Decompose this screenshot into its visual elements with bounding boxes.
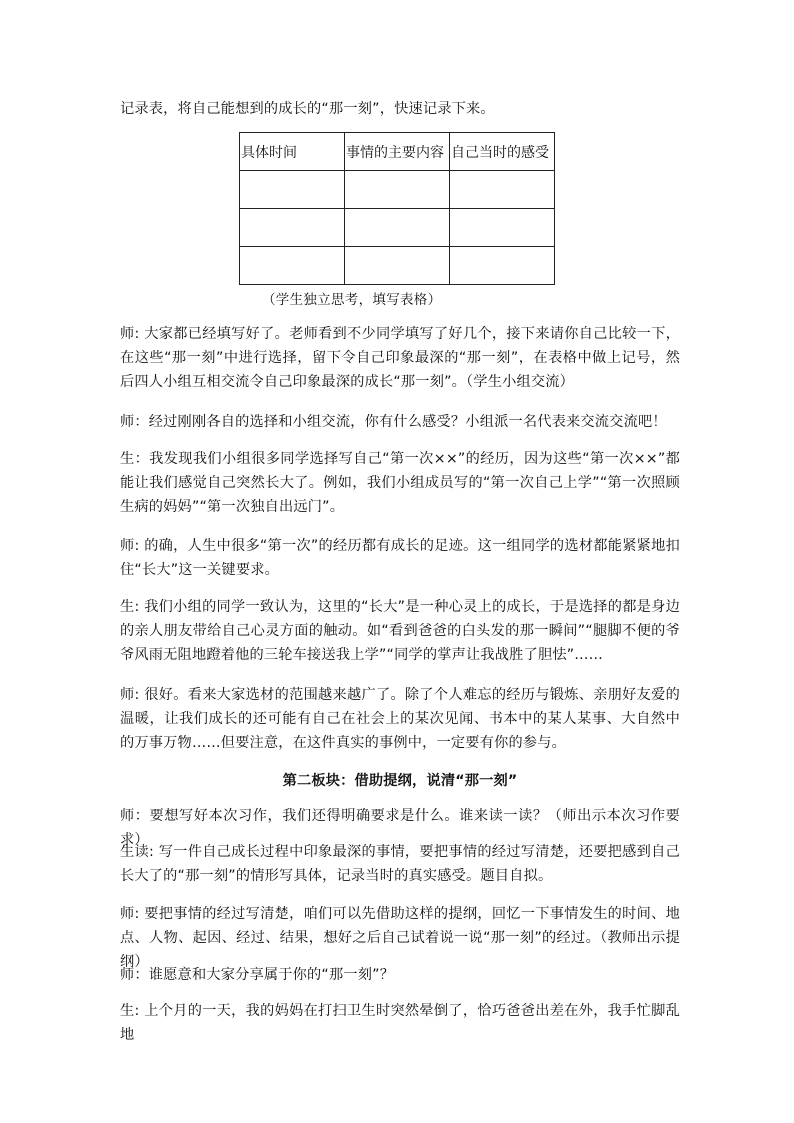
table-header-feeling: 自己当时的感受 bbox=[450, 133, 555, 171]
table-cell bbox=[240, 171, 345, 209]
paragraph: 生: 上个月的一天，我的妈妈在打扫卫生时突然晕倒了，恰巧爸爸出差在外，我手忙脚乱地 bbox=[120, 1003, 680, 1043]
table-row bbox=[240, 171, 555, 209]
paragraph: 师：谁愿意和大家分享属于你的“那一刻”？ bbox=[120, 967, 395, 983]
table-cell bbox=[240, 209, 345, 247]
paragraph: 生：我发现我们小组很多同学选择写自己“第一次××”的经历，因为这些“第一次××”都能让我们感觉自己突然长大了。例如，我们小组成员写的“第一次自己上学”“第一次照顾生病的妈妈”“第一次独自出远门”。 bbox=[120, 451, 680, 515]
table-cell bbox=[345, 247, 450, 285]
paragraph: 师：经过刚刚各自的选择和小组交流，你有什么感受？小组派一名代表来交流交流吧！ bbox=[120, 414, 667, 430]
paragraph: 师: 要把事情的经过写清楚，咱们可以先借助这样的提纲，回忆一下事情发生的时间、地点、人物、起因、经过、结果，想好之后自己试着说一说“那一刻”的经过。（教师出示提纲） bbox=[120, 906, 680, 970]
paragraph: 生读: 写一件自己成长过程中印象最深的事情，要把事情的经过写清楚，还要把感到自己长大了的“那一刻”的情形写具体，记录当时的真实感受。题目自拟。 bbox=[120, 844, 680, 884]
section-title: 第二板块：借助提纲，说清“那一刻” bbox=[282, 773, 518, 789]
paragraph: 师: 大家都已经填写好了。老师看到不少同学填写了好几个，接下来请你自己比较一下，在这些“那一刻”中进行选择，留下令自己印象最深的“那一刻”，在表格中做上记号，然后四人小组互相交流令自己印象最深的成长“那一刻”。（学生小组交流） bbox=[120, 326, 680, 390]
table-row bbox=[240, 209, 555, 247]
paragraph: 师：要想写好本次习作，我们还得明确要求是什么。谁来读一读？（师出示本次习作要求） bbox=[120, 808, 680, 848]
table-header-time: 具体时间 bbox=[240, 133, 345, 171]
intro-text: 记录表，将自己能想到的成长的“那一刻”，快速记录下来。 bbox=[120, 101, 495, 117]
table-header-content: 事情的主要内容 bbox=[345, 133, 450, 171]
paragraph: 师: 很好。看来大家选材的范围越来越广了。除了个人难忘的经历与锻炼、亲朋好友爱的温暖，让我们成长的还可能有自己在社会上的某次见闻、书本中的某人某事、大自然中的万事万物……但要注意，在这件真实的事例中，一定要有你的参与。 bbox=[120, 687, 680, 751]
table-cell bbox=[345, 171, 450, 209]
paragraph: 师: 的确，人生中很多“第一次”的经历都有成长的足迹。这一组同学的选材都能紧紧地扣住“长大”这一关键要求。 bbox=[120, 538, 680, 578]
table-caption: （学生独立思考，填写表格） bbox=[262, 292, 442, 308]
paragraph: 生: 我们小组的同学一致认为，这里的“长大”是一种心灵上的成长，于是选择的都是身边的亲人朋友带给自己心灵方面的触动。如“看到爸爸的白头发的那一瞬间”“腿脚不便的爷爷风雨无阻地蹬着他的三轮车接送我上学”“同学的掌声让我战胜了胆怯”…… bbox=[120, 599, 680, 663]
record-table bbox=[239, 132, 555, 285]
table-cell bbox=[450, 209, 555, 247]
table-row bbox=[240, 247, 555, 285]
table-cell bbox=[240, 247, 345, 285]
table-cell bbox=[450, 171, 555, 209]
table-cell bbox=[345, 209, 450, 247]
table-header-row bbox=[240, 133, 555, 171]
table-cell bbox=[450, 247, 555, 285]
